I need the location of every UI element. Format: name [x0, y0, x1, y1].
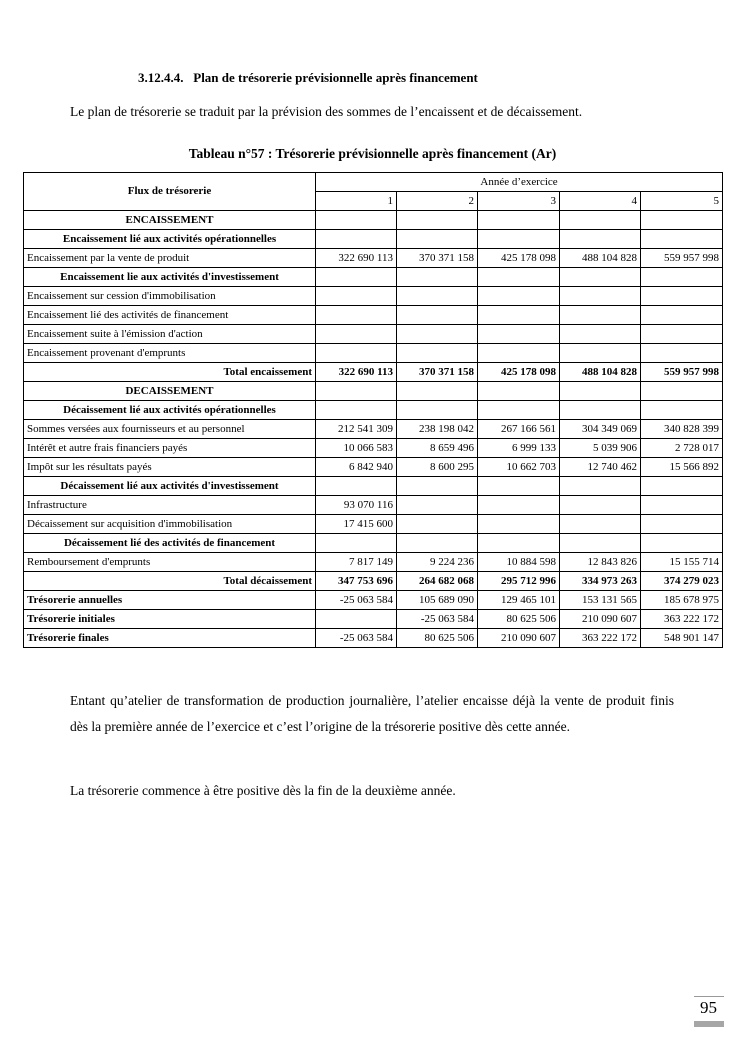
- table-row: [24, 249, 723, 268]
- year-cell: 3: [478, 192, 560, 211]
- value-cell: [397, 344, 478, 363]
- table-row: [24, 572, 723, 591]
- value-cell: 2 728 017: [641, 439, 723, 458]
- value-cell: 370 371 158: [397, 249, 478, 268]
- table-row: [24, 496, 723, 515]
- year-cell: 4: [560, 192, 641, 211]
- value-cell: 8 600 295: [397, 458, 478, 477]
- value-cell: [641, 306, 723, 325]
- value-cell: 93 070 116: [316, 496, 397, 515]
- row-label: Sommes versées aux fournisseurs et au personnel: [24, 420, 316, 439]
- table-row: [24, 306, 723, 325]
- value-cell: [478, 306, 560, 325]
- value-cell: [478, 211, 560, 230]
- value-cell: [316, 230, 397, 249]
- table-row: [24, 515, 723, 534]
- table-row: [24, 591, 723, 610]
- row-label: Encaissement lié des activités de financement: [24, 306, 316, 325]
- row-label: Encaissement provenant d'emprunts: [24, 344, 316, 363]
- value-cell: [397, 211, 478, 230]
- row-label: Encaissement suite à l'émission d'action: [24, 325, 316, 344]
- table-row: [24, 477, 723, 496]
- row-label: Total décaissement: [24, 572, 316, 591]
- table-caption: Tableau n°57 : Trésorerie prévisionnelle après financement (Ar): [188, 146, 557, 161]
- value-cell: [397, 496, 478, 515]
- table-row: [24, 363, 723, 382]
- year-cell: 1: [316, 192, 397, 211]
- value-cell: [316, 382, 397, 401]
- row-label: ENCAISSEMENT: [24, 211, 316, 230]
- value-cell: [478, 268, 560, 287]
- value-cell: -25 063 584: [397, 610, 478, 629]
- value-cell: [316, 477, 397, 496]
- page-number-rule: [694, 996, 724, 997]
- page-number-bar: [694, 1021, 724, 1027]
- year-header: Année d’exercice: [316, 173, 723, 192]
- value-cell: [397, 287, 478, 306]
- value-cell: 5 039 906: [560, 439, 641, 458]
- value-cell: [397, 534, 478, 553]
- value-cell: 370 371 158: [397, 363, 478, 382]
- value-cell: 322 690 113: [316, 249, 397, 268]
- value-cell: [478, 496, 560, 515]
- value-cell: 210 090 607: [478, 629, 560, 648]
- value-cell: [397, 230, 478, 249]
- value-cell: [560, 515, 641, 534]
- table-row: [24, 287, 723, 306]
- value-cell: [641, 211, 723, 230]
- value-cell: [641, 325, 723, 344]
- value-cell: 17 415 600: [316, 515, 397, 534]
- value-cell: [397, 515, 478, 534]
- value-cell: 12 740 462: [560, 458, 641, 477]
- table-row: [24, 439, 723, 458]
- table-row: [24, 230, 723, 249]
- value-cell: 425 178 098: [478, 363, 560, 382]
- value-cell: [641, 401, 723, 420]
- value-cell: 153 131 565: [560, 591, 641, 610]
- value-cell: 295 712 996: [478, 572, 560, 591]
- value-cell: [560, 344, 641, 363]
- value-cell: 267 166 561: [478, 420, 560, 439]
- row-label: Intérêt et autre frais financiers payés: [24, 439, 316, 458]
- row-label: Encaissement lié aux activités opérationnelles: [24, 230, 316, 249]
- value-cell: [478, 344, 560, 363]
- value-cell: [478, 325, 560, 344]
- value-cell: [397, 306, 478, 325]
- value-cell: [641, 382, 723, 401]
- year-cell: 2: [397, 192, 478, 211]
- value-cell: [316, 401, 397, 420]
- table-row: [24, 344, 723, 363]
- value-cell: 488 104 828: [560, 249, 641, 268]
- table-body: [24, 211, 723, 648]
- value-cell: 6 999 133: [478, 439, 560, 458]
- value-cell: [560, 268, 641, 287]
- paragraph: La trésorerie commence à être positive dès la fin de la deuxième année.: [70, 783, 456, 798]
- value-cell: [397, 268, 478, 287]
- value-cell: [478, 401, 560, 420]
- value-cell: [316, 211, 397, 230]
- row-label: Trésorerie initiales: [24, 610, 316, 629]
- value-cell: [560, 211, 641, 230]
- value-cell: 264 682 068: [397, 572, 478, 591]
- row-label: Trésorerie finales: [24, 629, 316, 648]
- value-cell: [478, 477, 560, 496]
- value-cell: 15 155 714: [641, 553, 723, 572]
- value-cell: [397, 401, 478, 420]
- paragraph: Entant qu’atelier de transformation de production journalière, l’atelier encaisse déjà la vente de produit finis dès la première année de l’exercice et c’est l’origine de la trésorerie positive dès cette année.: [70, 693, 674, 734]
- value-cell: 210 090 607: [560, 610, 641, 629]
- value-cell: [316, 287, 397, 306]
- year-cell: 5: [641, 192, 723, 211]
- treasury-table: [23, 172, 723, 648]
- value-cell: 363 222 172: [641, 610, 723, 629]
- value-cell: 9 224 236: [397, 553, 478, 572]
- value-cell: [641, 287, 723, 306]
- value-cell: 304 349 069: [560, 420, 641, 439]
- row-label: Encaissement par la vente de produit: [24, 249, 316, 268]
- value-cell: 334 973 263: [560, 572, 641, 591]
- value-cell: 559 957 998: [641, 249, 723, 268]
- value-cell: [641, 477, 723, 496]
- value-cell: [560, 401, 641, 420]
- page-number: 95: [700, 998, 717, 1017]
- table-row: [24, 382, 723, 401]
- value-cell: 548 901 147: [641, 629, 723, 648]
- table-row: [24, 211, 723, 230]
- value-cell: -25 063 584: [316, 629, 397, 648]
- value-cell: 238 198 042: [397, 420, 478, 439]
- table-row: [24, 629, 723, 648]
- value-cell: [641, 230, 723, 249]
- value-cell: 10 884 598: [478, 553, 560, 572]
- value-cell: [397, 382, 478, 401]
- value-cell: [316, 325, 397, 344]
- value-cell: [316, 306, 397, 325]
- row-label: Total encaissement: [24, 363, 316, 382]
- value-cell: 129 465 101: [478, 591, 560, 610]
- value-cell: [397, 477, 478, 496]
- value-cell: 10 662 703: [478, 458, 560, 477]
- value-cell: 488 104 828: [560, 363, 641, 382]
- value-cell: 10 066 583: [316, 439, 397, 458]
- value-cell: [560, 325, 641, 344]
- value-cell: [316, 534, 397, 553]
- value-cell: 8 659 496: [397, 439, 478, 458]
- value-cell: 105 689 090: [397, 591, 478, 610]
- value-cell: [560, 287, 641, 306]
- value-cell: [478, 382, 560, 401]
- value-cell: 15 566 892: [641, 458, 723, 477]
- value-cell: 80 625 506: [478, 610, 560, 629]
- value-cell: [478, 287, 560, 306]
- value-cell: [397, 325, 478, 344]
- value-cell: [641, 344, 723, 363]
- row-label: Décaissement lié aux activités opérationnelles: [24, 401, 316, 420]
- value-cell: 340 828 399: [641, 420, 723, 439]
- row-label: Remboursement d'emprunts: [24, 553, 316, 572]
- value-cell: [560, 306, 641, 325]
- table-row: [24, 534, 723, 553]
- row-label: Décaissement lié des activités de financement: [24, 534, 316, 553]
- value-cell: [316, 268, 397, 287]
- row-label: Impôt sur les résultats payés: [24, 458, 316, 477]
- value-cell: [478, 515, 560, 534]
- value-cell: [641, 268, 723, 287]
- value-cell: 363 222 172: [560, 629, 641, 648]
- value-cell: 6 842 940: [316, 458, 397, 477]
- value-cell: 425 178 098: [478, 249, 560, 268]
- row-label: Trésorerie annuelles: [24, 591, 316, 610]
- table-row: [24, 401, 723, 420]
- section-heading: 3.12.4.4. Plan de trésorerie prévisionnelle après financement: [138, 70, 478, 85]
- table-row: [24, 268, 723, 287]
- value-cell: [560, 534, 641, 553]
- value-cell: 12 843 826: [560, 553, 641, 572]
- value-cell: 347 753 696: [316, 572, 397, 591]
- value-cell: [560, 496, 641, 515]
- value-cell: [641, 534, 723, 553]
- row-label: Décaissement lié aux activités d'investissement: [24, 477, 316, 496]
- value-cell: [560, 477, 641, 496]
- value-cell: [478, 534, 560, 553]
- value-cell: 212 541 309: [316, 420, 397, 439]
- value-cell: [478, 230, 560, 249]
- value-cell: 7 817 149: [316, 553, 397, 572]
- flux-header: Flux de trésorerie: [24, 173, 316, 211]
- table-row: [24, 458, 723, 477]
- value-cell: [560, 230, 641, 249]
- table-row: [24, 610, 723, 629]
- value-cell: 559 957 998: [641, 363, 723, 382]
- value-cell: [316, 610, 397, 629]
- row-label: DECAISSEMENT: [24, 382, 316, 401]
- row-label: Encaissement sur cession d'immobilisation: [24, 287, 316, 306]
- value-cell: 322 690 113: [316, 363, 397, 382]
- value-cell: 374 279 023: [641, 572, 723, 591]
- row-label: Décaissement sur acquisition d'immobilisation: [24, 515, 316, 534]
- value-cell: [641, 496, 723, 515]
- value-cell: [560, 382, 641, 401]
- row-label: Encaissement lie aux activités d'investissement: [24, 268, 316, 287]
- value-cell: 80 625 506: [397, 629, 478, 648]
- table-row: [24, 325, 723, 344]
- value-cell: [641, 515, 723, 534]
- value-cell: [316, 344, 397, 363]
- value-cell: 185 678 975: [641, 591, 723, 610]
- intro-text: Le plan de trésorerie se traduit par la prévision des sommes de l’encaissent et de décaissement.: [70, 104, 583, 119]
- table-row: [24, 553, 723, 572]
- table-row: [24, 420, 723, 439]
- row-label: Infrastructure: [24, 496, 316, 515]
- value-cell: -25 063 584: [316, 591, 397, 610]
